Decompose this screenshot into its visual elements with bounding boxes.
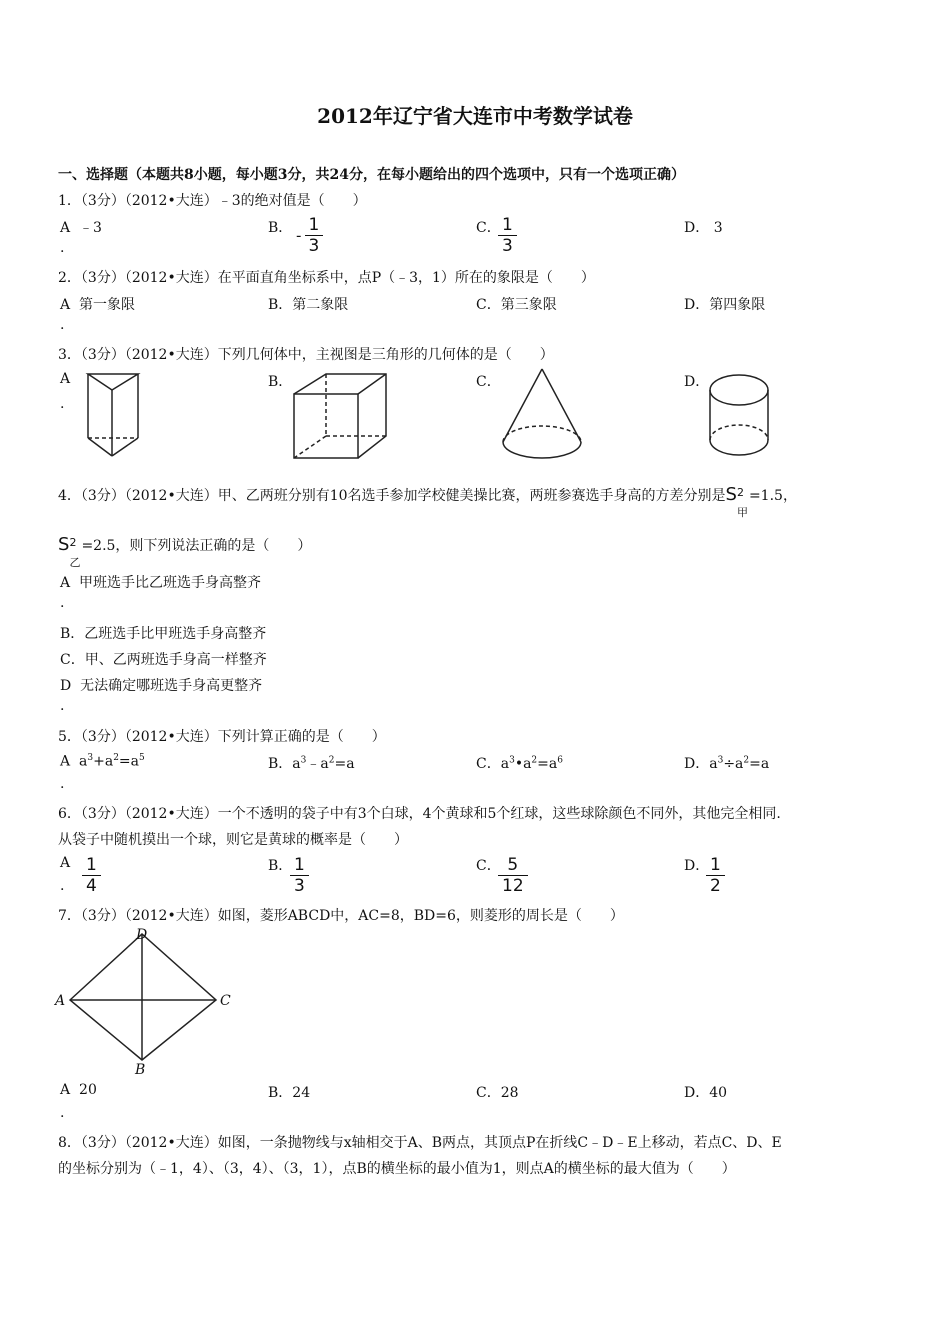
question-1-stem: 1．（3分）（2012•大连）﹣3的绝对值是（ ） xyxy=(58,193,367,209)
rhombus-figure xyxy=(52,924,242,1076)
q1-option-a: A ﹣3 xyxy=(60,220,102,236)
q5-option-b: B．$a^3﹣a^2=a$ xyxy=(268,755,355,772)
q2-option-a: A 第一象限 xyxy=(60,297,136,313)
cone-figure xyxy=(500,366,584,464)
q4-option-a: A 甲班选手比乙班选手身高整齐 xyxy=(60,575,262,591)
q2-option-d: D．第四象限 xyxy=(684,297,766,313)
q4-option-a-dot: . xyxy=(60,595,65,611)
rhombus-point-c: C xyxy=(220,993,231,1009)
q7-option-a-dot: . xyxy=(60,1105,65,1121)
q4-option-b: B．乙班选手比甲班选手身高整齐 xyxy=(60,626,267,642)
q7-option-d: D．40 xyxy=(684,1085,728,1101)
question-3-stem: 3．（3分）（2012•大连）下列几何体中，主视图是三角形的几何体的是（ ） xyxy=(58,347,554,363)
q2-option-a-dot: . xyxy=(60,317,65,333)
q2-option-b: B．第二象限 xyxy=(268,297,349,313)
q4-option-c: C．甲、乙两班选手身高一样整齐 xyxy=(60,652,267,668)
q1-option-b-value: - $\frac{1}{3}$ xyxy=(296,216,321,255)
q6-option-a-value: $\frac{1}{4}$ xyxy=(84,856,99,895)
q3-option-a-dot: . xyxy=(60,396,65,412)
question-4-stem-continued: S 2 乙 =2.5，则下列说法正确的是（ ） xyxy=(58,534,312,569)
q5-option-a: A $a^3+a^2=a^5$ xyxy=(60,753,145,770)
triangular-prism-figure xyxy=(82,368,144,462)
q2-option-c: C．第三象限 xyxy=(476,297,557,313)
question-4-stem: 4．（3分）（2012•大连）甲、乙两班分别有10名选手参加学校健美操比赛，两班参赛选手身高的方差分别是S 2 甲 =1.5， xyxy=(58,484,797,519)
q6-option-c-value: $\frac{5}{12}$ xyxy=(500,856,526,895)
q3-option-d-label: D． xyxy=(684,374,710,390)
cube-figure xyxy=(290,370,390,462)
q5-option-d: D．$a^3\div a^2=a$ xyxy=(684,755,770,772)
question-5-stem: 5．（3分）（2012•大连）下列计算正确的是（ ） xyxy=(58,729,386,745)
q3-option-a-label: A xyxy=(60,371,71,387)
q1-option-c: C． xyxy=(476,220,501,236)
question-8-stem: 8．（3分）（2012•大连）如图，一条抛物线与x轴相交于A、B两点，其顶点P在折线C﹣D﹣E上移动，若点C、D、E xyxy=(58,1135,782,1151)
cylinder-figure xyxy=(706,370,772,464)
q6-option-b-label: B． xyxy=(268,858,293,874)
question-2-stem: 2．（3分）（2012•大连）在平面直角坐标系中，点P（﹣3，1）所在的象限是（ ） xyxy=(58,270,595,286)
rhombus-point-d: D xyxy=(136,927,148,943)
question-6-stem-continued: 从袋子中随机摸出一个球，则它是黄球的概率是（ ） xyxy=(58,832,408,848)
q6-option-c-label: C． xyxy=(476,858,501,874)
q5-option-c: C．$a^3•a^2=a^6$ xyxy=(476,755,563,772)
rhombus-point-b: B xyxy=(135,1062,146,1076)
rhombus-point-a: A xyxy=(55,993,66,1009)
q4-option-d: D 无法确定哪班选手身高更整齐 xyxy=(60,678,263,694)
q3-option-b-label: B． xyxy=(268,374,293,390)
q6-option-d-value: $\frac{1}{2}$ xyxy=(708,856,723,895)
question-8-stem-continued: 的坐标分别为（﹣1，4）、（3，4）、（3，1），点B的横坐标的最小值为1，则点A的横坐标的最大值为（ ） xyxy=(58,1161,736,1177)
q6-option-a-label: A xyxy=(60,855,71,871)
section-heading: 一、选择题（本题共8小题，每小题3分，共24分，在每小题给出的四个选项中，只有一个选项正确） xyxy=(58,167,685,183)
q1-option-d: D． 3 xyxy=(684,220,723,236)
q7-option-a: A 20 xyxy=(60,1082,97,1098)
page-title: 2012年辽宁省大连市中考数学试卷 xyxy=(317,104,633,128)
q3-option-c-label: C． xyxy=(476,374,501,390)
q1-option-c-value: $\frac{1}{3}$ xyxy=(500,216,515,255)
q1-option-b: B． xyxy=(268,220,293,236)
q6-option-a-dot: . xyxy=(60,878,65,894)
q6-option-b-value: $\frac{1}{3}$ xyxy=(292,856,307,895)
q7-option-b: B．24 xyxy=(268,1085,311,1101)
question-6-stem: 6．（3分）（2012•大连）一个不透明的袋子中有3个白球，4个黄球和5个红球，这些球除颜色不同外，其他完全相同. xyxy=(58,806,781,822)
q5-option-a-dot: . xyxy=(60,776,65,792)
q6-option-d-label: D． xyxy=(684,858,710,874)
q4-option-d-dot: . xyxy=(60,698,65,714)
q1-option-a-dot: . xyxy=(60,240,65,256)
question-7-stem: 7．（3分）（2012•大连）如图，菱形ABCD中，AC=8，BD=6，则菱形的周长是（ ） xyxy=(58,908,624,924)
q7-option-c: C．28 xyxy=(476,1085,519,1101)
